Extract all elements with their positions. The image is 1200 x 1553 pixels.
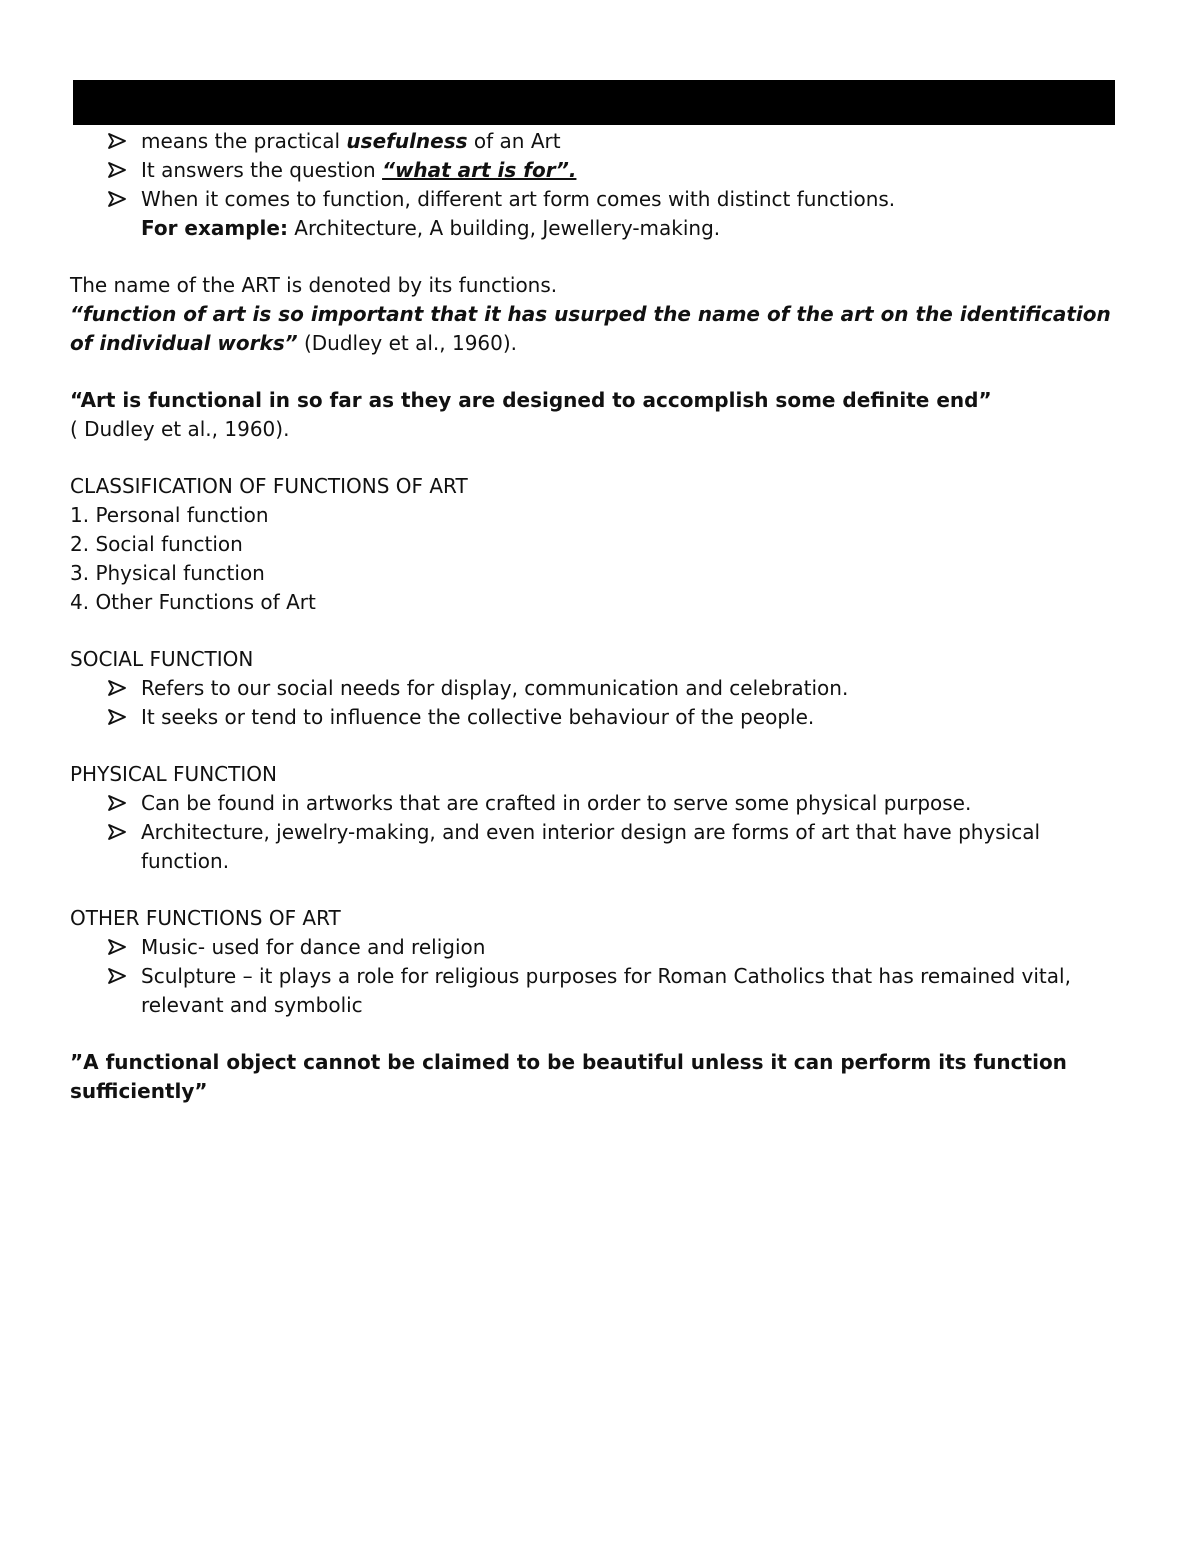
list-item bbox=[70, 156, 1115, 185]
document-page bbox=[70, 80, 1115, 1106]
arrowhead-bullet-icon bbox=[108, 818, 128, 840]
bullet-text: Sculpture – it plays a role for religious purposes for Roman Catholics that has remained vital, relevant and symbolic bbox=[141, 964, 1071, 1017]
other-heading: OTHER FUNCTIONS OF ART bbox=[70, 906, 341, 930]
bullet-text-emph: “what art is for”. bbox=[382, 158, 577, 182]
example-text: Architecture, A building, Jewellery-making. bbox=[287, 216, 721, 240]
arrowhead-bullet-icon bbox=[108, 703, 128, 725]
list-item bbox=[70, 127, 1115, 156]
classification-list bbox=[70, 501, 1115, 617]
arrowhead-bullet-icon bbox=[108, 127, 128, 149]
arrowhead-bullet-icon bbox=[108, 674, 128, 696]
naming-quote-paragraph bbox=[70, 300, 1115, 358]
list-item bbox=[70, 185, 1115, 214]
list-item bbox=[70, 674, 1115, 703]
bullet-text-pre: It answers the question bbox=[141, 158, 383, 182]
closing-quote: ”A functional object cannot be claimed to be beautiful unless it can perform its function sufficiently” bbox=[70, 1050, 1067, 1103]
functional-quote: “Art is functional in so far as they are designed to accomplish some definite end” bbox=[70, 388, 992, 412]
naming-citation: (Dudley et al., 1960). bbox=[297, 331, 518, 355]
functional-citation: ( Dudley et al., 1960). bbox=[70, 417, 290, 441]
bullet-text: Music- used for dance and religion bbox=[141, 935, 486, 959]
list-item bbox=[70, 962, 1115, 1020]
classification-heading: CLASSIFICATION OF FUNCTIONS OF ART bbox=[70, 474, 468, 498]
list-item: 3. Physical function bbox=[70, 561, 265, 585]
physical-heading: PHYSICAL FUNCTION bbox=[70, 762, 277, 786]
arrowhead-bullet-icon bbox=[108, 962, 128, 984]
header-bar bbox=[73, 80, 1115, 125]
other-bullets bbox=[70, 933, 1115, 1020]
arrowhead-bullet-icon bbox=[108, 933, 128, 955]
bullet-text: Can be found in artworks that are crafted in order to serve some physical purpose. bbox=[141, 791, 972, 815]
list-item: 4. Other Functions of Art bbox=[70, 590, 316, 614]
arrowhead-bullet-icon bbox=[108, 789, 128, 811]
list-item bbox=[70, 703, 1115, 732]
example-line bbox=[70, 214, 1115, 243]
list-item bbox=[70, 818, 1115, 876]
example-label: For example: bbox=[141, 216, 288, 240]
bullet-text: It seeks or tend to influence the collective behaviour of the people. bbox=[141, 705, 815, 729]
list-item: 2. Social function bbox=[70, 532, 243, 556]
bullet-text-emph: usefulness bbox=[346, 129, 468, 153]
bullet-text: Refers to our social needs for display, communication and celebration. bbox=[141, 676, 849, 700]
arrowhead-bullet-icon bbox=[108, 185, 128, 207]
social-heading: SOCIAL FUNCTION bbox=[70, 647, 254, 671]
social-bullets bbox=[70, 674, 1115, 732]
bullet-text-post: of an Art bbox=[467, 129, 561, 153]
intro-bullets bbox=[70, 127, 1115, 214]
bullet-text-pre: means the practical bbox=[141, 129, 347, 153]
list-item: 1. Personal function bbox=[70, 503, 269, 527]
naming-quote: “function of art is so important that it has usurped the name of the art on the identification of individual works” bbox=[70, 302, 1111, 355]
bullet-text-pre: When it comes to function, different art form comes with distinct functions. bbox=[141, 187, 896, 211]
naming-sentence: The name of the ART is denoted by its functions. bbox=[70, 273, 558, 297]
bullet-text: Architecture, jewelry-making, and even interior design are forms of art that have physical function. bbox=[141, 820, 1041, 873]
arrowhead-bullet-icon bbox=[108, 156, 128, 178]
physical-bullets bbox=[70, 789, 1115, 876]
list-item bbox=[70, 933, 1115, 962]
list-item bbox=[70, 789, 1115, 818]
